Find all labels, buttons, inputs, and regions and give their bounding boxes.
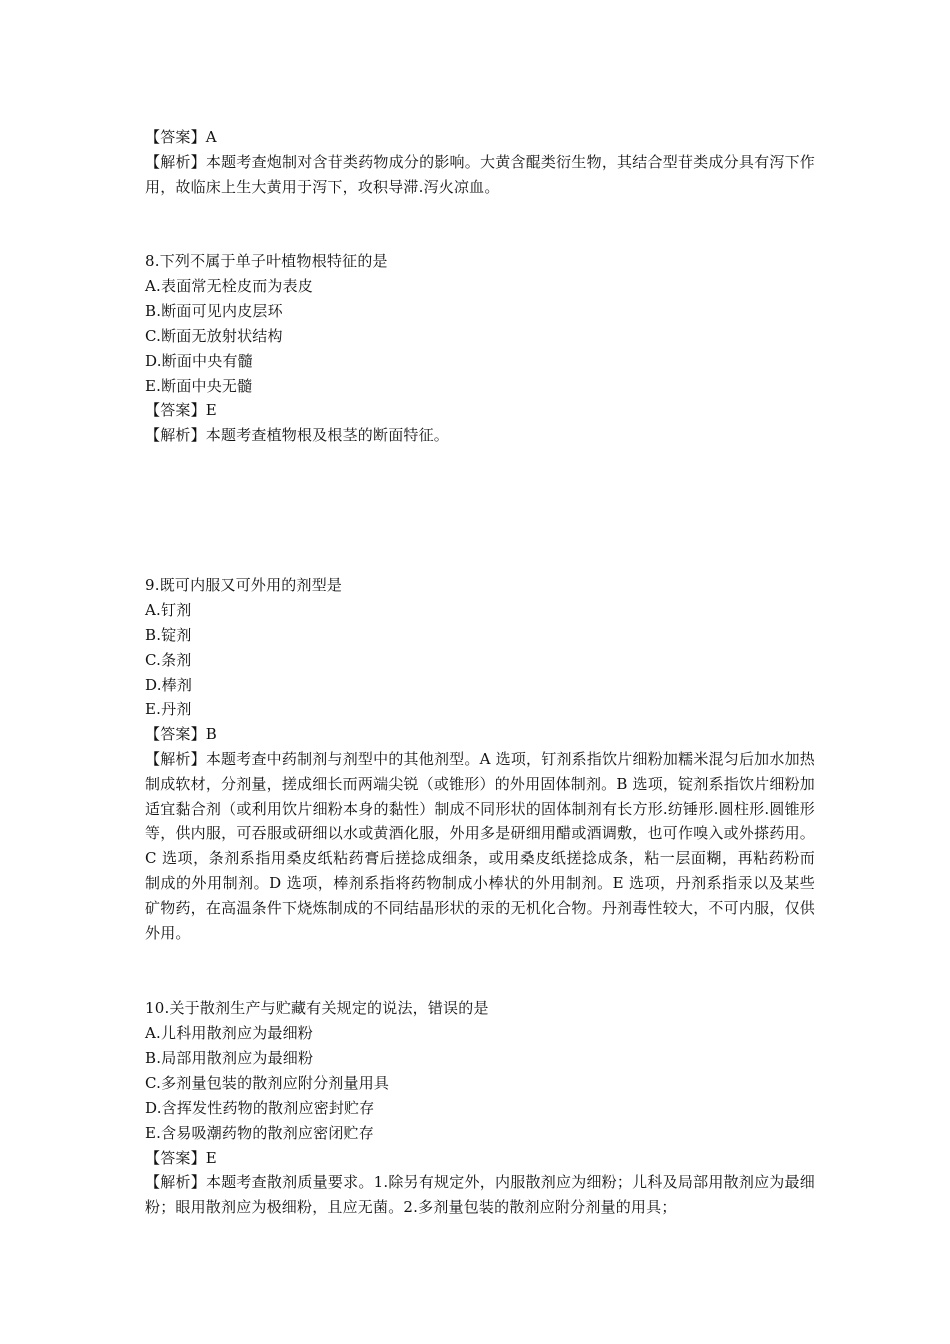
q9-option-e: E.丹剂 <box>145 700 192 718</box>
q10-option-d: D.含挥发性药物的散剂应密封贮存 <box>145 1099 375 1117</box>
q8-option-a: A.表面常无栓皮而为表皮 <box>145 277 314 295</box>
q8-option-e: E.断面中央无髓 <box>145 377 253 395</box>
q7-analysis: 【解析】本题考查炮制对含苷类药物成分的影响。大黄含醌类衍生物，其结合型苷类成分具有泻下作用，故临床上生大黄用于泻下，攻积导滞.泻火凉血。 <box>145 153 815 196</box>
q9-question: 9.既可内服又可外用的剂型是 <box>145 576 343 594</box>
q8-option-d: D.断面中央有髓 <box>145 352 253 370</box>
q10-analysis: 【解析】本题考查散剂质量要求。1.除另有规定外，内服散剂应为细粉；儿科及局部用散剂应为最细粉；眼用散剂应为极细粉，且应无菌。2.多剂量包装的散剂应附分剂量的用具； <box>145 1173 815 1216</box>
q10-option-c: C.多剂量包装的散剂应附分剂量用具 <box>145 1074 390 1092</box>
q9-analysis: 【解析】本题考查中药制剂与剂型中的其他剂型。A 选项，钉剂系指饮片细粉加糯米混匀后加水加热制成软材，分剂量，搓成细长而两端尖锐（或锥形）的外用固体制剂。B 选项，锭剂系指饮片细粉加适宜黏合剂（或利用饮片细粉本身的黏性）制成不同形状的固体制剂有长方形.纺锤形.圆柱形.圆锥形等，供内服，可吞服或研细以水或黄酒化服，外用多是研细用醋或酒调敷，也可作嗅入或外搽药用。C 选项，条剂系指用桑皮纸粘药膏后搓捻成细条，或用桑皮纸搓捻成条，粘一层面糊，再粘药粉而制成的外用制剂。D 选项，棒剂系指将药物制成小棒状的外用制剂。E 选项，丹剂系指汞以及某些矿物药，在高温条件下烧炼制成的不同结晶形状的汞的无机化合物。丹剂毒性较大，不可内服，仅供外用。 <box>145 750 815 942</box>
q10-question: 10.关于散剂生产与贮藏有关规定的说法，错误的是 <box>145 999 489 1017</box>
q10-option-e: E.含易吸潮药物的散剂应密闭贮存 <box>145 1124 374 1142</box>
q8-answer: 【答案】E <box>145 401 217 419</box>
q9-option-b: B.锭剂 <box>145 626 192 644</box>
q9-option-c: C.条剂 <box>145 651 192 669</box>
q8-analysis: 【解析】本题考查植物根及根茎的断面特征。 <box>145 426 450 444</box>
q8-option-b: B.断面可见内皮层环 <box>145 302 283 320</box>
q8-option-c: C.断面无放射状结构 <box>145 327 283 345</box>
q9-option-a: A.钉剂 <box>145 601 192 619</box>
q8-question: 8.下列不属于单子叶植物根特征的是 <box>145 252 388 270</box>
q10-option-b: B.局部用散剂应为最细粉 <box>145 1049 314 1067</box>
q9-option-d: D.棒剂 <box>145 676 193 694</box>
q10-option-a: A.儿科用散剂应为最细粉 <box>145 1024 314 1042</box>
q10-answer: 【答案】E <box>145 1149 217 1167</box>
q9-answer: 【答案】B <box>145 725 218 743</box>
q7-answer: 【答案】A <box>145 128 217 146</box>
